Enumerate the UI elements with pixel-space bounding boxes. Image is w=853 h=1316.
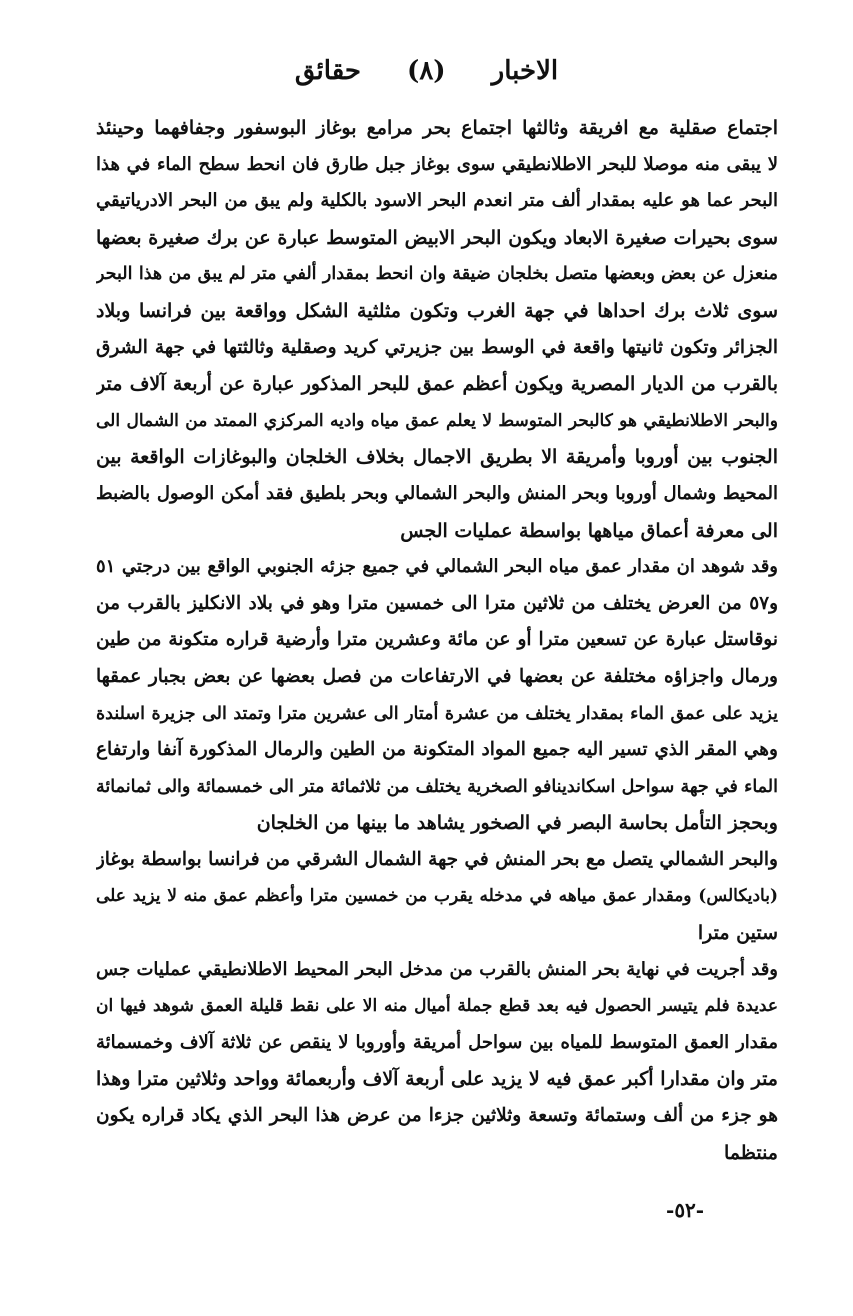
text-line: الى معرفة أعماق مياهها بواسطة عمليات الجس — [400, 519, 778, 542]
text-line: البحر عما هو عليه بمقدار ألف متر انعدم البحر الاسود بالكلية ولم يبق من البحر الادرياتيقي — [96, 190, 778, 212]
text-line: ورمال واجزاؤه مختلفة عن بعضها في الارتفاعات من فصل بعضها عن بعض بجبار عمقها — [96, 665, 778, 687]
text-line: مقدار العمق المتوسط للمياه بين سواحل أمريقة وأوروبا لا ينقص عن ثلاثة آلاف وخمسمائة — [96, 1031, 778, 1053]
text-line: وقد أجريت في نهاية بحر المنش بالقرب من مدخل البحر المحيط الاطلانطيقي عمليات جس — [96, 958, 778, 980]
text-line: ستين مترا — [697, 922, 778, 945]
text-line: والبحر الشمالي يتصل مع بحر المنش في جهة الشمال الشرقي من فرانسا بواسطة بوغاز — [96, 848, 778, 870]
page-header — [0, 56, 853, 86]
text-line: بالقرب من الديار المصرية ويكون أعظم عمق للبحر المذكور عبارة عن أربعة آلاف متر — [96, 373, 778, 396]
text-line: وبحجز التأمل بحاسة البصر في الصخور يشاهد ما بينها من الخلجان — [256, 812, 778, 835]
text-line: والبحر الاطلانطيقي هو كالبحر المتوسط لا يعلم عمق مياه واديه المركزي الممتد من الشمال الى — [96, 410, 778, 431]
text-line: الماء في جهة سواحل اسكاندينافو الصخرية يختلف من ثلاثمائة متر الى خمسمائة والى ثمانمائة — [96, 776, 778, 797]
text-line: وهي المقر الذي تسير اليه جميع المواد المتكونة من الطين والرمال المذكورة آنفا وارتفاع — [96, 739, 778, 761]
text-line: الجزائر وتكون ثانيتها واقعة في الوسط بين جزيرتي كريد وصقلية وثالثتها في جهة الشرق — [96, 336, 778, 358]
text-line: نوقاستل عبارة عن تسعين مترا أو عن مائة وعشرين مترا وأرضية قراره متكونة من طين — [96, 629, 778, 651]
header-chapter-number: (٨) — [407, 56, 446, 86]
text-line: الجنوب بين أوروبا وأمريقة الا بطريق الاجمال بخلاف الخلجان والبوغازات الواقعة بين — [96, 446, 778, 469]
text-line: هو جزء من ألف وستمائة وتسعة وثلاثين جزءا من عرض هذا البحر الذي يكاد قراره يكون — [96, 1105, 778, 1127]
text-line: سوى بحيرات صغيرة الابعاد ويكون البحر الابيض المتوسط عبارة عن برك صغيرة بعضها — [96, 226, 778, 249]
text-line: متر وان مقدارا أكبر عمق فيه لا يزيد على أربعة آلاف وأربعمائة وواحد وثلاثين مترا وهذا — [96, 1068, 778, 1091]
text-line: اجتماع صقلية مع افريقة وثالثها اجتماع بحر مرامع بوغاز البوسفور وجفافهما وحينئذ — [96, 117, 778, 139]
text-line: لا يبقى منه موصلا للبحر الاطلانطيقي سوى بوغاز جبل طارق فان انحط سطح الماء في هذا — [96, 153, 778, 175]
body-text — [96, 110, 778, 1171]
text-line: يزيد على عمق الماء بمقدار يختلف من عشرة أمتار الى عشرين مترا وتمتد الى جزيرة اسلندة — [96, 703, 778, 724]
text-line: (باديكالس) ومقدار عمق مياهه في مدخله يقرب من خمسين مترا وأعظم عمق منه لا يزيد على — [96, 886, 778, 907]
text-line: المحيط وشمال أوروبا وبحر المنش والبحر الشمالي وبحر بلطيق فقد أمكن الوصول بالضبط — [96, 482, 778, 504]
text-line: سوى ثلاث برك احداها في جهة الغرب وتكون مثلثية الشكل وواقعة بين فرانسا وبلاد — [96, 299, 778, 322]
page-number: -٥٢- — [666, 1198, 705, 1222]
text-line: وقد شوهد ان مقدار عمق مياه البحر الشمالي في جميع جزئه الجنوبي الواقع بين درجتي ٥١ — [96, 556, 778, 578]
text-line: و٥٧ من العرض يختلف من ثلاثين مترا الى خمسين مترا وهو في بلاد الانكليز بالقرب من — [96, 592, 778, 614]
text-line: منتظما — [723, 1141, 778, 1164]
header-right-word: حقائق — [294, 56, 361, 86]
text-line: عديدة فلم يتيسر الحصول فيه بعد قطع جملة أميال منه الا على نقط قليلة العمق شوهد فيها ان — [96, 996, 778, 1017]
text-line: منعزل عن بعض وبعضها متصل بخلجان ضيقة وان انحط بمقدار ألفي متر لم يبق من هذا البحر — [96, 264, 778, 285]
header-left-word: الاخبار — [491, 56, 559, 86]
